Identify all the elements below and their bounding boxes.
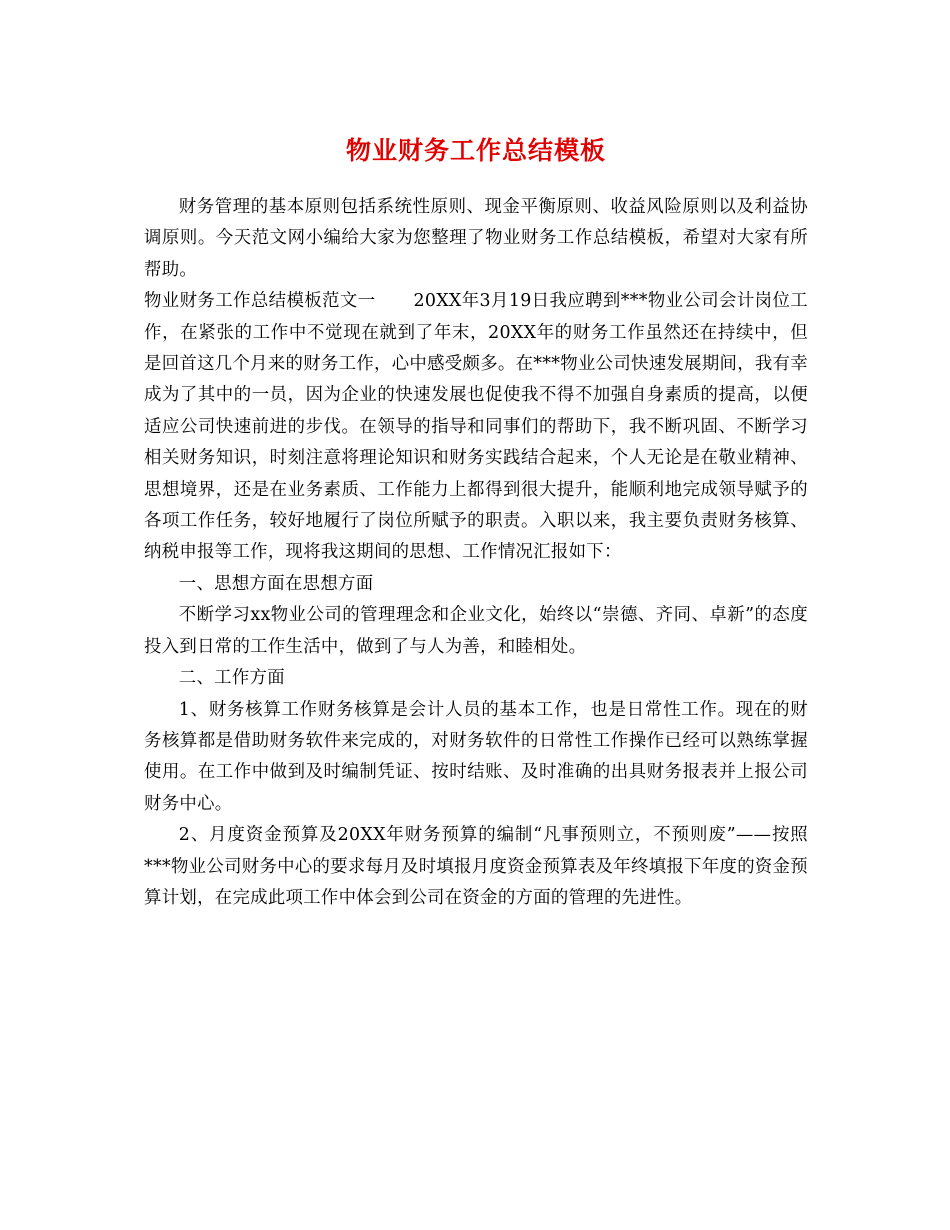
sample-body: 20XX年3月19日我应聘到***物业公司会计岗位工作，在紧张的工作中不觉现在就到了年末，20XX年的财务工作虽然还在持续中，但是回首这几个月来的财务工作，心中感受颇多。在***物业公司快速发展期间，我有幸成为了其中的一员，因为企业的快速发展也促使我不得不加强自身素质的提高，以便适应公司快速前进的步伐。在领导的指导和同事们的帮助下，我不断巩固、不断学习相关财务知识，时刻注意将理论知识和财务实践结合起来，个人无论是在敬业精神、思想境界，还是在业务素质、工作能力上都得到很大提升，能顺利地完成领导赋予的各项工作任务，较好地履行了岗位所赋予的职责。入职以来，我主要负责财务核算、纳税申报等工作，现将我这期间的思想、工作情况汇报如下： (144, 291, 808, 563)
section2-heading: 二、工作方面 (178, 668, 285, 689)
item1-paragraph: 1、财务核算工作财务核算是会计人员的基本工作，也是日常性工作。现在的财务核算都是借助财务软件来完成的，对财务软件的日常性工作操作已经可以熟练掌握使用。在工作中做到及时编制凭证、按时结账、及时准确的出具财务报表并上报公司财务中心。 (144, 699, 808, 814)
sample-paragraph (144, 286, 808, 569)
intro-paragraph: 财务管理的基本原则包括系统性原则、现金平衡原则、收益风险原则以及利益协调原则。今天范文网小编给大家为您整理了物业财务工作总结模板，希望对大家有所帮助。 (144, 197, 808, 280)
document-title: 物业财务工作总结模板 (345, 136, 606, 165)
section1-body: 不断学习xx物业公司的管理理念和企业文化，始终以“崇德、齐同、卓新”的态度投入到日常的工作生活中，做到了与人为善，和睦相处。 (144, 605, 808, 657)
sample-label: 物业财务工作总结模板范文一 (144, 291, 376, 312)
document-page (144, 128, 808, 914)
item2-paragraph: 2、月度资金预算及20XX年财务预算的编制“凡事预则立，不预则废”——按照***物业公司财务中心的要求每月及时填报月度资金预算表及年终填报下年度的资金预算计划，在完成此项工作中体会到公司在资金的方面的管理的先进性。 (144, 825, 808, 908)
section1-heading: 一、思想方面在思想方面 (178, 573, 374, 594)
